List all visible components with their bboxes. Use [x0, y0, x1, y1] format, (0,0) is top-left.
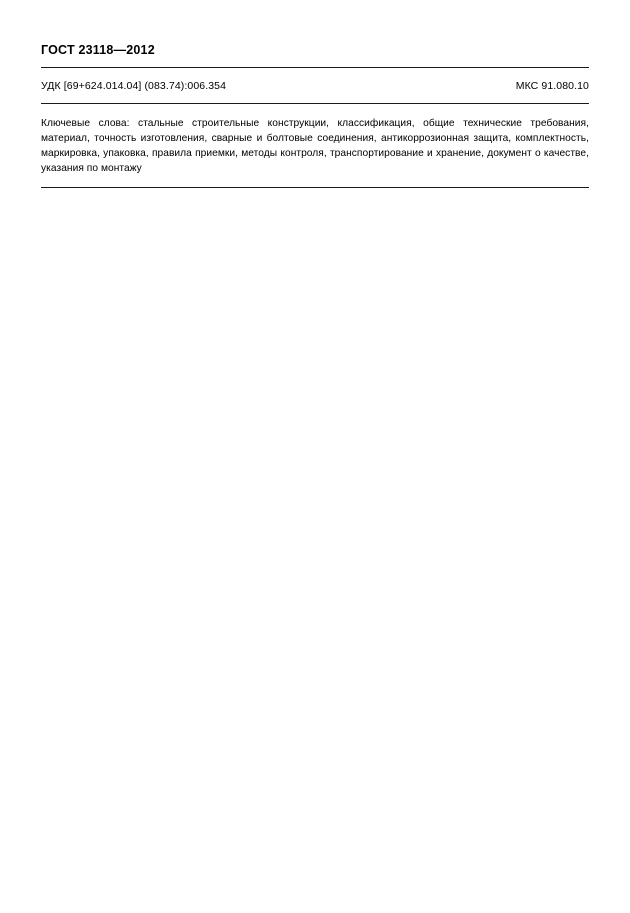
udk-mks-row [41, 68, 589, 103]
divider-bottom [41, 187, 589, 188]
mks-code: МКС 91.080.10 [515, 79, 589, 92]
page-content [41, 44, 589, 188]
udk-code: УДК [69+624.014.04] (083.74):006.354 [41, 79, 227, 92]
standard-number: ГОСТ 23118—2012 [41, 43, 155, 57]
keywords-paragraph: Ключевые слова: стальные строительные конструкции, классификация, общие технические требования, материал, точность изготовления, сварные и болтовые соединения, антикоррозионная защита, комплектность, маркировка, упаковка, правила приемки, методы контроля, транспортирование и хранение, документ о качестве, указания по монтажу [41, 117, 589, 175]
